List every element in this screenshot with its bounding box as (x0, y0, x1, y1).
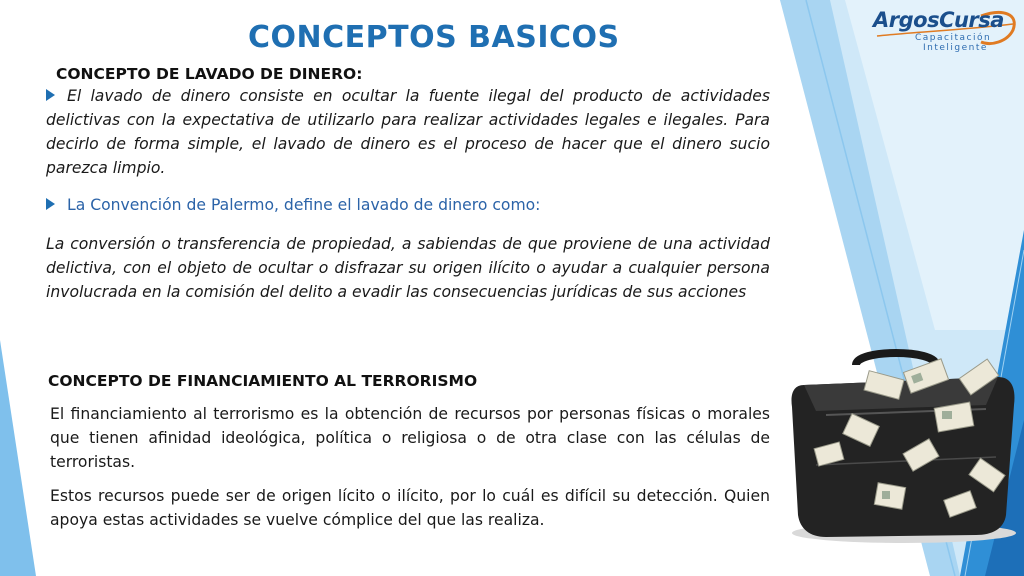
bullet-arrow-icon (46, 198, 55, 210)
palermo-text: La Convención de Palermo, define el lavado de dinero como: (67, 196, 541, 214)
money-laundering-text: El lavado de dinero consiste en ocultar la fuente ilegal del producto de actividades delictivas con la expectativa de utilizarlo para realizar actividades legales e ilegales. Para decirlo de forma simple, el lavado de dinero es el proceso de hacer que el dinero sucio parezca limpio. (46, 87, 770, 177)
money-laundering-paragraph (46, 84, 770, 180)
logo-tagline-2: Inteligente (923, 43, 988, 53)
logo-brand-text: ArgosCursa (873, 8, 1004, 32)
palermo-bullet-line (46, 196, 540, 214)
money-bag-image (786, 345, 1022, 545)
terrorism-financing-paragraph-1: El financiamiento al terrorismo es la obtención de recursos por personas físicas o morales que tienen afinidad ideológica, política o religiosa o de otra clase con las células de terroristas. (50, 405, 770, 471)
money-laundering-heading: CONCEPTO DE LAVADO DE DINERO: (56, 65, 363, 83)
palermo-definition: La conversión o transferencia de propiedad, a sabiendas de que proviene de una actividad delictiva, con el objeto de ocultar o disfrazar su origen ilícito o ayudar a cualquier persona involucrada en la comisión del delito a evadir las consecuencias jurídicas de sus acciones (46, 235, 770, 301)
slide-title: CONCEPTOS BASICOS (248, 20, 620, 55)
logo-tagline-1: Capacitación (915, 33, 992, 43)
bullet-arrow-icon (46, 89, 55, 101)
argoscursa-logo (873, 6, 1021, 54)
terrorism-financing-paragraph-2: Estos recursos puede ser de origen lícito o ilícito, por lo cuál es difícil su detección. Quien apoya estas actividades se vuelve cómplice del que las realiza. (50, 487, 770, 529)
terrorism-financing-heading: CONCEPTO DE FINANCIAMIENTO AL TERRORISMO (48, 372, 478, 390)
